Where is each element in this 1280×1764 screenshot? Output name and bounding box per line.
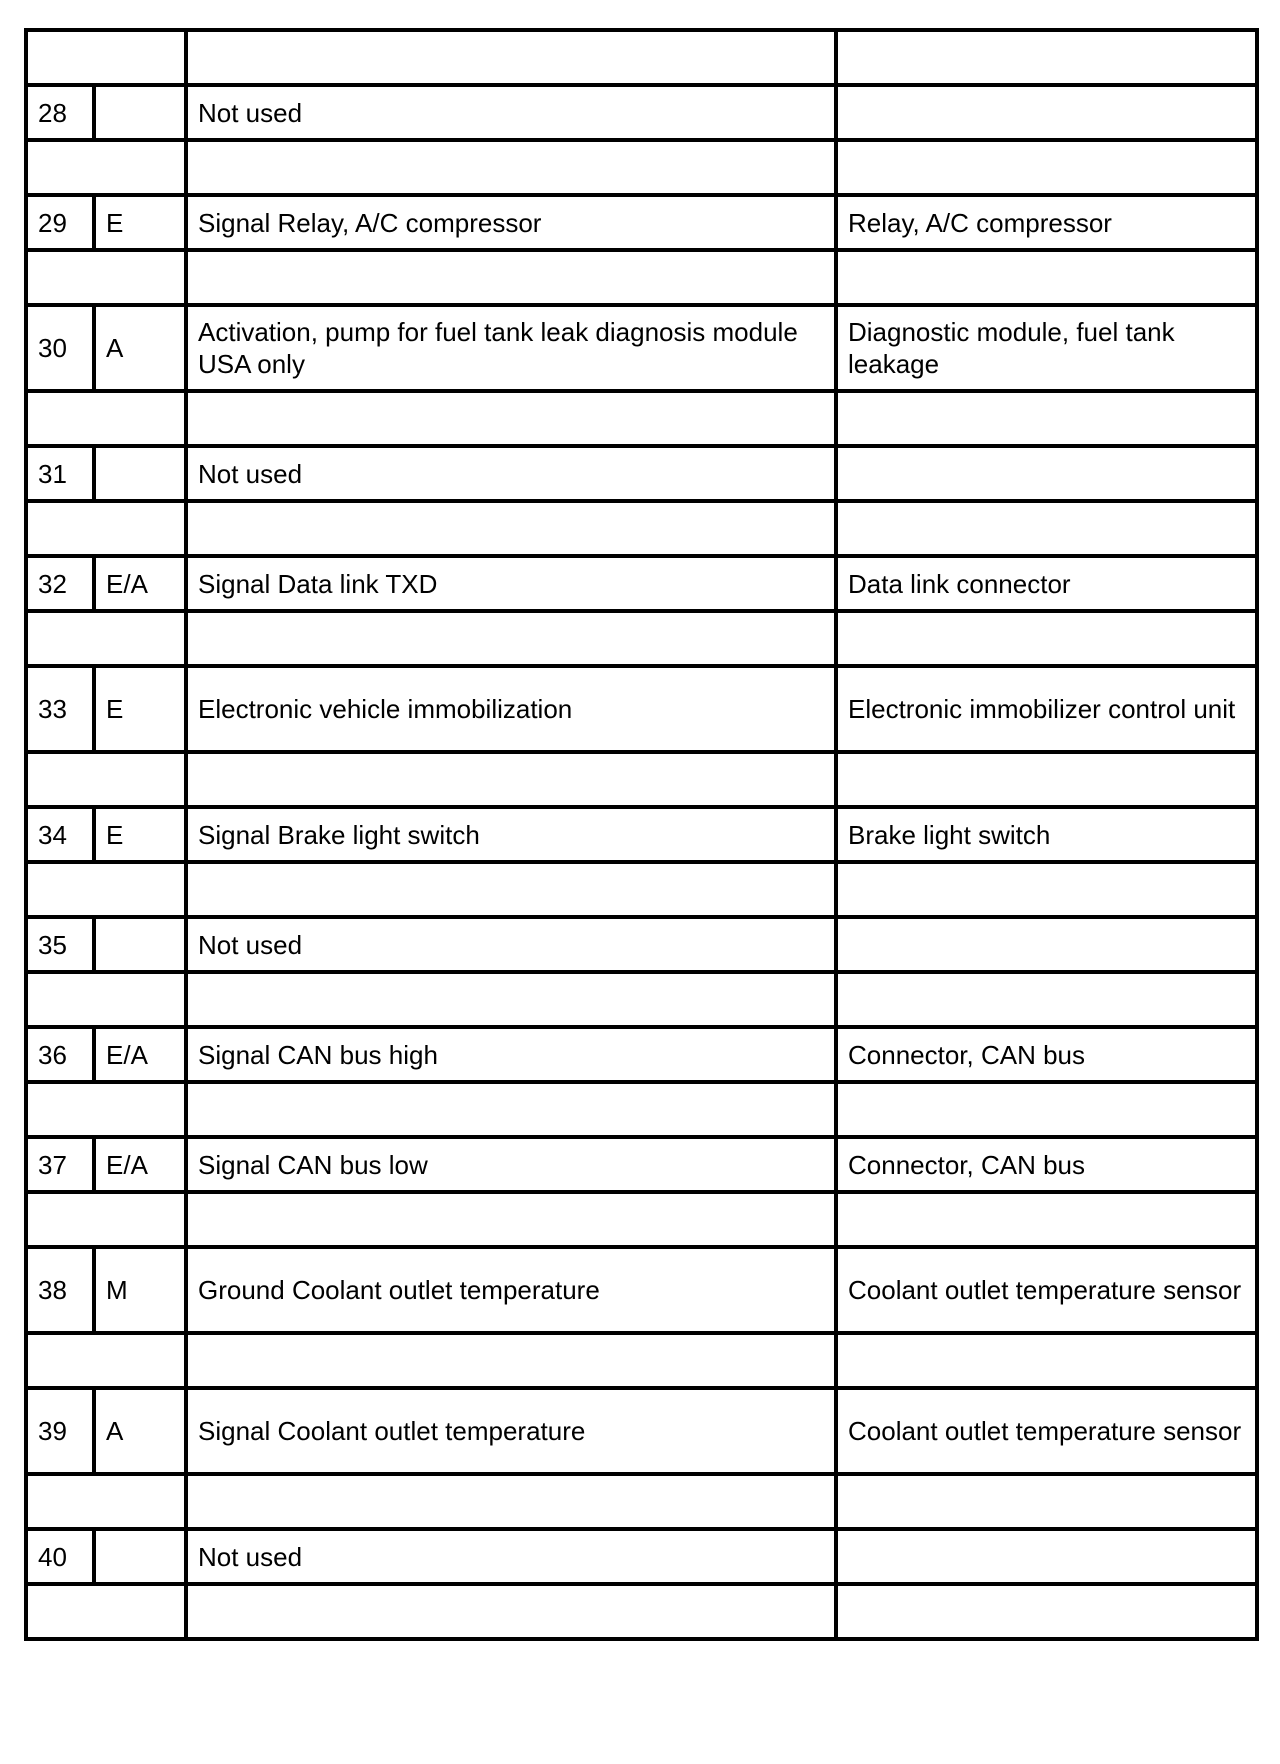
blank-cell	[836, 501, 1257, 556]
component-name	[836, 85, 1257, 140]
signal-type: A	[94, 1388, 186, 1474]
signal-description: Not used	[186, 85, 836, 140]
pin-number: 32	[26, 556, 94, 611]
pin-number: 36	[26, 1027, 94, 1082]
blank-cell	[26, 1584, 186, 1639]
pin-number: 30	[26, 305, 94, 391]
blank-cell	[836, 1082, 1257, 1137]
component-name: Coolant outlet temperature sensor	[836, 1247, 1257, 1333]
blank-cell	[186, 501, 836, 556]
pin-number: 34	[26, 807, 94, 862]
table-row	[26, 446, 1257, 501]
component-name: Brake light switch	[836, 807, 1257, 862]
signal-description: Signal Data link TXD	[186, 556, 836, 611]
signal-type	[94, 917, 186, 972]
blank-cell	[836, 752, 1257, 807]
table-row	[26, 195, 1257, 250]
blank-cell	[836, 1333, 1257, 1388]
component-name: Data link connector	[836, 556, 1257, 611]
table-row	[26, 1027, 1257, 1082]
blank-cell	[836, 1192, 1257, 1247]
pin-number: 33	[26, 666, 94, 752]
blank-cell	[26, 30, 186, 85]
blank-cell	[26, 391, 186, 446]
signal-type	[94, 446, 186, 501]
blank-cell	[836, 972, 1257, 1027]
blank-cell	[26, 752, 186, 807]
signal-type	[94, 1529, 186, 1584]
table-row	[26, 1529, 1257, 1584]
blank-cell	[836, 140, 1257, 195]
signal-description: Signal CAN bus high	[186, 1027, 836, 1082]
spacer-row	[26, 501, 1257, 556]
signal-type: E	[94, 666, 186, 752]
pin-number: 37	[26, 1137, 94, 1192]
component-name	[836, 917, 1257, 972]
spacer-row	[26, 140, 1257, 195]
signal-description: Activation, pump for fuel tank leak diagnosis module USA only	[186, 305, 836, 391]
blank-cell	[836, 1584, 1257, 1639]
signal-description: Not used	[186, 917, 836, 972]
blank-cell	[26, 611, 186, 666]
blank-cell	[26, 250, 186, 305]
pin-number: 38	[26, 1247, 94, 1333]
blank-cell	[836, 862, 1257, 917]
table-row	[26, 807, 1257, 862]
signal-type: M	[94, 1247, 186, 1333]
spacer-row	[26, 1333, 1257, 1388]
blank-cell	[26, 1192, 186, 1247]
spacer-row	[26, 611, 1257, 666]
signal-type	[94, 85, 186, 140]
table-row	[26, 1388, 1257, 1474]
blank-cell	[186, 30, 836, 85]
blank-cell	[186, 1474, 836, 1529]
signal-description: Signal Brake light switch	[186, 807, 836, 862]
component-name	[836, 446, 1257, 501]
spacer-row	[26, 1474, 1257, 1529]
pin-number: 31	[26, 446, 94, 501]
blank-cell	[26, 501, 186, 556]
blank-cell	[836, 391, 1257, 446]
blank-cell	[836, 30, 1257, 85]
spacer-row	[26, 862, 1257, 917]
spacer-row	[26, 391, 1257, 446]
blank-cell	[186, 1192, 836, 1247]
signal-type: E/A	[94, 556, 186, 611]
blank-cell	[186, 1333, 836, 1388]
component-name: Connector, CAN bus	[836, 1027, 1257, 1082]
pin-number: 40	[26, 1529, 94, 1584]
blank-cell	[186, 611, 836, 666]
blank-cell	[186, 1082, 836, 1137]
blank-cell	[186, 1584, 836, 1639]
blank-cell	[186, 752, 836, 807]
signal-description: Signal CAN bus low	[186, 1137, 836, 1192]
pin-number: 29	[26, 195, 94, 250]
component-name: Diagnostic module, fuel tank leakage	[836, 305, 1257, 391]
table-row	[26, 305, 1257, 391]
signal-description: Signal Coolant outlet temperature	[186, 1388, 836, 1474]
table-row	[26, 666, 1257, 752]
spacer-row	[26, 1192, 1257, 1247]
table-row	[26, 1247, 1257, 1333]
signal-type: E	[94, 195, 186, 250]
spacer-row	[26, 752, 1257, 807]
component-name: Coolant outlet temperature sensor	[836, 1388, 1257, 1474]
table-row	[26, 917, 1257, 972]
blank-cell	[26, 972, 186, 1027]
blank-cell	[836, 1474, 1257, 1529]
pin-number: 35	[26, 917, 94, 972]
pin-assignment-table	[24, 28, 1259, 1641]
blank-cell	[836, 611, 1257, 666]
blank-cell	[26, 140, 186, 195]
blank-cell	[186, 862, 836, 917]
spacer-row	[26, 30, 1257, 85]
spacer-row	[26, 250, 1257, 305]
table-row	[26, 556, 1257, 611]
component-name: Electronic immobilizer control unit	[836, 666, 1257, 752]
component-name	[836, 1529, 1257, 1584]
signal-description: Not used	[186, 1529, 836, 1584]
spacer-row	[26, 1082, 1257, 1137]
signal-description: Ground Coolant outlet temperature	[186, 1247, 836, 1333]
signal-type: E/A	[94, 1137, 186, 1192]
blank-cell	[26, 1082, 186, 1137]
signal-type: A	[94, 305, 186, 391]
blank-cell	[186, 391, 836, 446]
signal-description: Not used	[186, 446, 836, 501]
spacer-row	[26, 1584, 1257, 1639]
blank-cell	[836, 250, 1257, 305]
spacer-row	[26, 972, 1257, 1027]
blank-cell	[186, 972, 836, 1027]
signal-type: E/A	[94, 1027, 186, 1082]
signal-description: Electronic vehicle immobilization	[186, 666, 836, 752]
table-row	[26, 85, 1257, 140]
pin-number: 28	[26, 85, 94, 140]
blank-cell	[186, 250, 836, 305]
signal-description: Signal Relay, A/C compressor	[186, 195, 836, 250]
component-name: Connector, CAN bus	[836, 1137, 1257, 1192]
blank-cell	[26, 862, 186, 917]
blank-cell	[186, 140, 836, 195]
signal-type: E	[94, 807, 186, 862]
pin-number: 39	[26, 1388, 94, 1474]
component-name: Relay, A/C compressor	[836, 195, 1257, 250]
table-row	[26, 1137, 1257, 1192]
blank-cell	[26, 1333, 186, 1388]
blank-cell	[26, 1474, 186, 1529]
